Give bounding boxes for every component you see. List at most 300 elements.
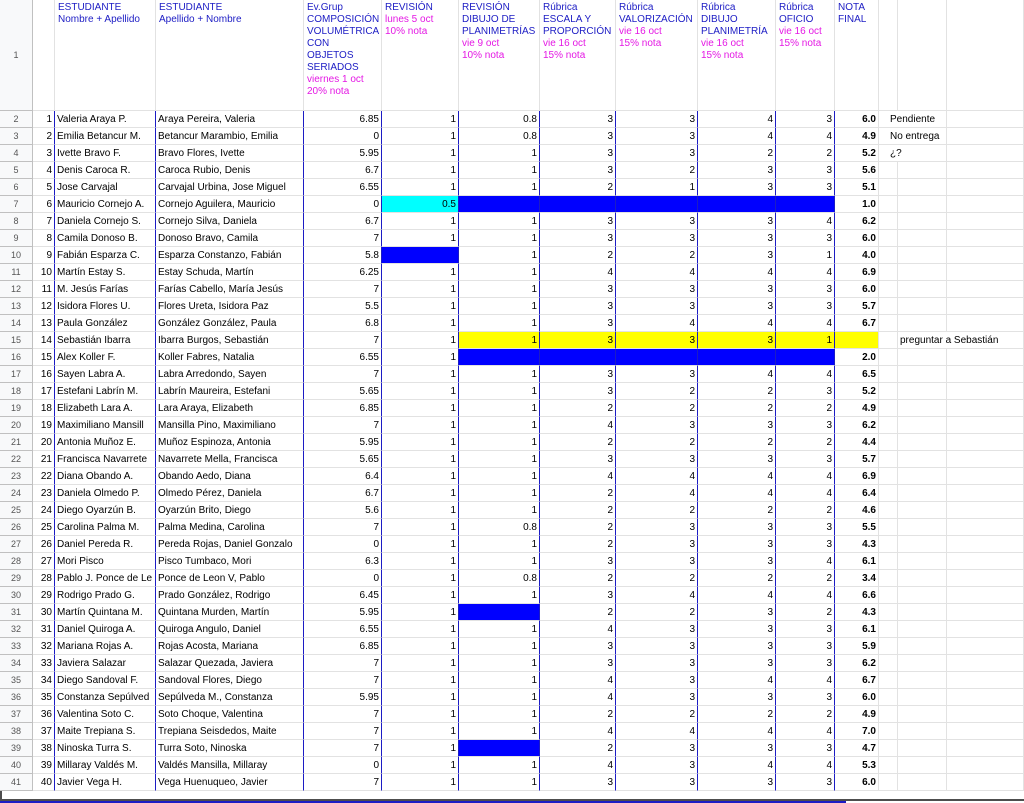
cell-j[interactable]: 2 <box>776 604 835 621</box>
cell-i[interactable]: 4 <box>698 587 776 604</box>
cell-e[interactable]: 1 <box>382 723 459 740</box>
empty-cell[interactable] <box>898 655 947 672</box>
empty-cell[interactable] <box>898 570 947 587</box>
cell-g[interactable]: 4 <box>540 723 616 740</box>
cell-h[interactable]: 3 <box>616 230 698 247</box>
cell-i[interactable]: 4 <box>698 672 776 689</box>
empty-cell[interactable] <box>898 740 947 757</box>
cell-n[interactable]: 2 <box>33 128 55 145</box>
empty-cell[interactable] <box>947 468 1024 485</box>
cell-f[interactable] <box>459 349 540 366</box>
cell-j[interactable]: 2 <box>776 570 835 587</box>
cell-f[interactable]: 1 <box>459 162 540 179</box>
cell-i[interactable] <box>698 196 776 213</box>
cell-n[interactable]: 35 <box>33 689 55 706</box>
empty-cell[interactable] <box>947 417 1024 434</box>
cell-j[interactable]: 3 <box>776 417 835 434</box>
cell-i[interactable]: 2 <box>698 502 776 519</box>
cell-d[interactable]: 6.4 <box>304 468 382 485</box>
cell-f[interactable]: 1 <box>459 638 540 655</box>
empty-cell[interactable] <box>879 196 898 213</box>
empty-cell[interactable] <box>898 366 947 383</box>
cell-g[interactable]: 2 <box>540 706 616 723</box>
cell-g[interactable] <box>540 196 616 213</box>
empty-cell[interactable] <box>947 638 1024 655</box>
cell-full[interactable]: Labra Arredondo, Sayen <box>156 366 304 383</box>
cell-k[interactable]: 6.7 <box>835 315 879 332</box>
empty-cell[interactable] <box>879 655 898 672</box>
cell-i[interactable]: 3 <box>698 247 776 264</box>
empty-cell[interactable] <box>879 213 898 230</box>
cell-h[interactable]: 3 <box>616 332 698 349</box>
cell-e[interactable]: 1 <box>382 179 459 196</box>
cell-g[interactable]: 2 <box>540 740 616 757</box>
empty-cell[interactable] <box>898 434 947 451</box>
cell-j[interactable]: 3 <box>776 230 835 247</box>
cell-g[interactable]: 4 <box>540 621 616 638</box>
empty-cell[interactable] <box>947 230 1024 247</box>
cell-h[interactable]: 3 <box>616 298 698 315</box>
cell-d[interactable]: 0 <box>304 196 382 213</box>
empty-cell[interactable] <box>947 570 1024 587</box>
cell-e[interactable]: 1 <box>382 672 459 689</box>
cell-i[interactable]: 3 <box>698 162 776 179</box>
cell-f[interactable]: 1 <box>459 723 540 740</box>
cell-n[interactable]: 4 <box>33 162 55 179</box>
cell-e[interactable]: 1 <box>382 706 459 723</box>
cell-h[interactable]: 2 <box>616 247 698 264</box>
empty-cell[interactable] <box>879 587 898 604</box>
cell-f[interactable]: 1 <box>459 655 540 672</box>
cell-g[interactable]: 2 <box>540 570 616 587</box>
cell-h[interactable]: 3 <box>616 672 698 689</box>
cell-h[interactable]: 4 <box>616 468 698 485</box>
cell-h[interactable]: 1 <box>616 179 698 196</box>
cell-k[interactable]: 4.3 <box>835 604 879 621</box>
empty-cell[interactable] <box>947 213 1024 230</box>
cell-h[interactable]: 2 <box>616 604 698 621</box>
cell-full[interactable]: Ponce de Leon V, Pablo <box>156 570 304 587</box>
cell-name[interactable]: Rodrigo Prado G. <box>55 587 156 604</box>
column-header-col_d[interactable] <box>304 0 382 111</box>
cell-i[interactable] <box>698 349 776 366</box>
cell-h[interactable]: 4 <box>616 587 698 604</box>
column-header-col_e[interactable] <box>382 0 459 111</box>
cell-g[interactable]: 2 <box>540 604 616 621</box>
empty-cell[interactable] <box>879 383 898 400</box>
empty-cell[interactable] <box>898 213 947 230</box>
cell-n[interactable]: 31 <box>33 621 55 638</box>
cell-d[interactable]: 6.7 <box>304 213 382 230</box>
cell-full[interactable]: Quintana Murden, Martín <box>156 604 304 621</box>
empty-cell[interactable] <box>898 417 947 434</box>
cell-i[interactable]: 4 <box>698 757 776 774</box>
cell-g[interactable]: 4 <box>540 689 616 706</box>
cell-i[interactable]: 2 <box>698 400 776 417</box>
cell-name[interactable]: Martín Estay S. <box>55 264 156 281</box>
cell-full[interactable]: Araya Pereira, Valeria <box>156 111 304 128</box>
cell-n[interactable]: 15 <box>33 349 55 366</box>
cell-f[interactable]: 1 <box>459 689 540 706</box>
cell-d[interactable]: 6.85 <box>304 638 382 655</box>
empty-cell[interactable] <box>898 553 947 570</box>
cell-full[interactable]: Pereda Rojas, Daniel Gonzalo <box>156 536 304 553</box>
cell-d[interactable]: 5.95 <box>304 604 382 621</box>
cell-f[interactable]: 1 <box>459 587 540 604</box>
cell-h[interactable]: 2 <box>616 400 698 417</box>
column-header-col_i[interactable] <box>698 0 776 111</box>
cell-f[interactable]: 1 <box>459 468 540 485</box>
empty-cell[interactable] <box>898 638 947 655</box>
cell-j[interactable]: 2 <box>776 145 835 162</box>
cell-n[interactable]: 17 <box>33 383 55 400</box>
cell-f[interactable]: 1 <box>459 417 540 434</box>
cell-d[interactable]: 7 <box>304 655 382 672</box>
cell-j[interactable]: 3 <box>776 655 835 672</box>
cell-i[interactable]: 3 <box>698 553 776 570</box>
cell-full[interactable]: Lara Araya, Elizabeth <box>156 400 304 417</box>
cell-e[interactable]: 1 <box>382 621 459 638</box>
cell-f[interactable]: 0.8 <box>459 111 540 128</box>
cell-j[interactable]: 4 <box>776 128 835 145</box>
cell-h[interactable]: 3 <box>616 536 698 553</box>
cell-n[interactable]: 18 <box>33 400 55 417</box>
cell-h[interactable]: 3 <box>616 519 698 536</box>
cell-i[interactable]: 3 <box>698 281 776 298</box>
cell-e[interactable]: 1 <box>382 332 459 349</box>
cell-n[interactable]: 5 <box>33 179 55 196</box>
cell-d[interactable]: 0 <box>304 536 382 553</box>
cell-full[interactable]: Turra Soto, Ninoska <box>156 740 304 757</box>
cell-i[interactable]: 3 <box>698 621 776 638</box>
empty-cell[interactable] <box>898 536 947 553</box>
cell-f[interactable] <box>459 740 540 757</box>
cell-j[interactable]: 4 <box>776 672 835 689</box>
cell-j[interactable]: 2 <box>776 400 835 417</box>
cell-e[interactable]: 1 <box>382 587 459 604</box>
cell-e[interactable]: 1 <box>382 383 459 400</box>
column-header-col_j[interactable] <box>776 0 835 111</box>
cell-d[interactable]: 6.25 <box>304 264 382 281</box>
cell-e[interactable]: 1 <box>382 536 459 553</box>
empty-cell[interactable] <box>898 281 947 298</box>
empty-cell[interactable] <box>898 264 947 281</box>
cell-f[interactable]: 1 <box>459 315 540 332</box>
cell-h[interactable]: 3 <box>616 417 698 434</box>
cell-e[interactable]: 1 <box>382 689 459 706</box>
cell-n[interactable]: 20 <box>33 434 55 451</box>
empty-cell[interactable] <box>947 774 1024 791</box>
empty-cell[interactable] <box>947 519 1024 536</box>
cell-i[interactable]: 4 <box>698 111 776 128</box>
cell-f[interactable]: 0.8 <box>459 519 540 536</box>
cell-f[interactable]: 1 <box>459 434 540 451</box>
cell-g[interactable]: 3 <box>540 315 616 332</box>
cell-f[interactable]: 1 <box>459 179 540 196</box>
cell-h[interactable]: 3 <box>616 281 698 298</box>
column-header-col_c[interactable] <box>156 0 304 111</box>
cell-j[interactable]: 4 <box>776 485 835 502</box>
cell-full[interactable]: Obando Aedo, Diana <box>156 468 304 485</box>
cell-j[interactable] <box>776 349 835 366</box>
empty-cell[interactable] <box>947 281 1024 298</box>
cell-e[interactable]: 1 <box>382 757 459 774</box>
cell-f[interactable]: 1 <box>459 451 540 468</box>
empty-cell[interactable] <box>898 247 947 264</box>
cell-j[interactable] <box>776 196 835 213</box>
cell-f[interactable]: 1 <box>459 145 540 162</box>
cell-i[interactable]: 4 <box>698 264 776 281</box>
cell-d[interactable]: 7 <box>304 230 382 247</box>
cell-n[interactable]: 14 <box>33 332 55 349</box>
cell-i[interactable]: 3 <box>698 417 776 434</box>
empty-cell[interactable] <box>879 621 898 638</box>
cell-n[interactable]: 29 <box>33 587 55 604</box>
cell-h[interactable]: 4 <box>616 485 698 502</box>
cell-g[interactable]: 3 <box>540 128 616 145</box>
cell-i[interactable]: 3 <box>698 230 776 247</box>
cell-d[interactable]: 7 <box>304 774 382 791</box>
cell-e[interactable]: 1 <box>382 111 459 128</box>
cell-name[interactable]: Paula González <box>55 315 156 332</box>
cell-k[interactable]: 5.1 <box>835 179 879 196</box>
cell-name[interactable]: M. Jesús Farías <box>55 281 156 298</box>
cell-k[interactable]: 6.0 <box>835 281 879 298</box>
cell-f[interactable]: 1 <box>459 757 540 774</box>
cell-n[interactable]: 26 <box>33 536 55 553</box>
cell-k[interactable]: 6.5 <box>835 366 879 383</box>
cell-j[interactable]: 4 <box>776 468 835 485</box>
cell-h[interactable]: 3 <box>616 655 698 672</box>
cell-n[interactable]: 33 <box>33 655 55 672</box>
cell-g[interactable] <box>540 349 616 366</box>
cell-d[interactable]: 6.7 <box>304 162 382 179</box>
cell-full[interactable]: Oyarzún Brito, Diego <box>156 502 304 519</box>
cell-g[interactable]: 3 <box>540 655 616 672</box>
cell-j[interactable]: 3 <box>776 451 835 468</box>
cell-e[interactable]: 1 <box>382 366 459 383</box>
cell-k[interactable]: 6.0 <box>835 774 879 791</box>
cell-n[interactable]: 3 <box>33 145 55 162</box>
cell-n[interactable]: 23 <box>33 485 55 502</box>
cell-e[interactable]: 1 <box>382 162 459 179</box>
empty-cell[interactable] <box>947 162 1024 179</box>
cell-i[interactable]: 2 <box>698 434 776 451</box>
empty-cell[interactable] <box>879 672 898 689</box>
cell-h[interactable]: 4 <box>616 723 698 740</box>
cell-k[interactable]: 5.7 <box>835 451 879 468</box>
cell-j[interactable]: 4 <box>776 757 835 774</box>
cell-j[interactable]: 3 <box>776 740 835 757</box>
empty-cell[interactable] <box>879 298 898 315</box>
cell-g[interactable]: 4 <box>540 264 616 281</box>
cell-name[interactable]: Diego Sandoval F. <box>55 672 156 689</box>
cell-name[interactable]: Fabián Esparza C. <box>55 247 156 264</box>
cell-f[interactable]: 0.8 <box>459 570 540 587</box>
cell-d[interactable]: 0 <box>304 570 382 587</box>
cell-name[interactable]: Sayen Labra A. <box>55 366 156 383</box>
cell-d[interactable]: 5.8 <box>304 247 382 264</box>
cell-e[interactable]: 1 <box>382 128 459 145</box>
cell-k[interactable]: 6.2 <box>835 213 879 230</box>
cell-f[interactable]: 1 <box>459 298 540 315</box>
column-header-num[interactable] <box>33 0 55 111</box>
empty-cell[interactable] <box>947 706 1024 723</box>
cell-k[interactable]: 7.0 <box>835 723 879 740</box>
empty-cell[interactable] <box>947 298 1024 315</box>
cell-n[interactable]: 19 <box>33 417 55 434</box>
cell-h[interactable]: 3 <box>616 451 698 468</box>
cell-full[interactable]: Muñoz Espinoza, Antonia <box>156 434 304 451</box>
cell-full[interactable]: Bravo Flores, Ivette <box>156 145 304 162</box>
cell-k[interactable]: 2.0 <box>835 349 879 366</box>
cell-h[interactable]: 3 <box>616 621 698 638</box>
cell-k[interactable]: 6.2 <box>835 655 879 672</box>
cell-k[interactable]: 5.3 <box>835 757 879 774</box>
cell-e[interactable]: 1 <box>382 604 459 621</box>
cell-e[interactable]: 1 <box>382 485 459 502</box>
cell-full[interactable]: Trepiana Seisdedos, Maite <box>156 723 304 740</box>
cell-n[interactable]: 39 <box>33 757 55 774</box>
cell-j[interactable]: 4 <box>776 264 835 281</box>
cell-k[interactable]: 6.6 <box>835 587 879 604</box>
empty-cell[interactable] <box>947 604 1024 621</box>
cell-j[interactable]: 3 <box>776 298 835 315</box>
cell-full[interactable]: Cornejo Aguilera, Mauricio <box>156 196 304 213</box>
empty-cell[interactable] <box>947 740 1024 757</box>
empty-cell[interactable] <box>898 774 947 791</box>
cell-name[interactable]: Daniela Olmedo P. <box>55 485 156 502</box>
cell-d[interactable]: 6.55 <box>304 349 382 366</box>
cell-g[interactable]: 3 <box>540 451 616 468</box>
cell-name[interactable]: Mariana Rojas A. <box>55 638 156 655</box>
cell-e[interactable]: 1 <box>382 502 459 519</box>
cell-name[interactable]: Francisca Navarrete <box>55 451 156 468</box>
cell-e[interactable]: 1 <box>382 315 459 332</box>
cell-g[interactable]: 3 <box>540 213 616 230</box>
empty-cell[interactable] <box>947 383 1024 400</box>
cell-h[interactable] <box>616 196 698 213</box>
cell-n[interactable]: 25 <box>33 519 55 536</box>
cell-j[interactable]: 3 <box>776 536 835 553</box>
cell-e[interactable]: 1 <box>382 145 459 162</box>
cell-j[interactable]: 3 <box>776 281 835 298</box>
cell-g[interactable]: 3 <box>540 587 616 604</box>
cell-full[interactable]: Palma Medina, Carolina <box>156 519 304 536</box>
empty-cell[interactable] <box>879 349 898 366</box>
cell-j[interactable]: 4 <box>776 553 835 570</box>
cell-h[interactable]: 3 <box>616 689 698 706</box>
cell-f[interactable]: 1 <box>459 485 540 502</box>
empty-cell[interactable] <box>879 740 898 757</box>
cell-name[interactable]: Emilia Betancur M. <box>55 128 156 145</box>
cell-n[interactable]: 30 <box>33 604 55 621</box>
cell-k[interactable]: 3.4 <box>835 570 879 587</box>
cell-k[interactable]: 4.3 <box>835 536 879 553</box>
cell-e[interactable]: 1 <box>382 638 459 655</box>
empty-cell[interactable] <box>898 400 947 417</box>
cell-i[interactable]: 4 <box>698 485 776 502</box>
cell-j[interactable]: 2 <box>776 434 835 451</box>
cell-i[interactable]: 3 <box>698 451 776 468</box>
empty-cell[interactable] <box>898 723 947 740</box>
cell-h[interactable] <box>616 349 698 366</box>
empty-cell[interactable] <box>898 196 947 213</box>
cell-g[interactable]: 3 <box>540 298 616 315</box>
cell-f[interactable]: 1 <box>459 383 540 400</box>
empty-cell[interactable] <box>947 621 1024 638</box>
cell-name[interactable]: Pablo J. Ponce de Le <box>55 570 156 587</box>
empty-cell[interactable] <box>898 230 947 247</box>
empty-cell[interactable] <box>898 468 947 485</box>
cell-g[interactable]: 2 <box>540 502 616 519</box>
cell-d[interactable]: 6.3 <box>304 553 382 570</box>
cell-d[interactable]: 7 <box>304 417 382 434</box>
cell-g[interactable]: 2 <box>540 247 616 264</box>
empty-cell[interactable] <box>947 264 1024 281</box>
cell-j[interactable]: 3 <box>776 383 835 400</box>
cell-full[interactable]: Pisco Tumbaco, Mori <box>156 553 304 570</box>
cell-g[interactable]: 3 <box>540 553 616 570</box>
cell-f[interactable]: 1 <box>459 400 540 417</box>
empty-cell[interactable] <box>898 383 947 400</box>
cell-name[interactable]: Elizabeth Lara A. <box>55 400 156 417</box>
cell-name[interactable]: Carolina Palma M. <box>55 519 156 536</box>
cell-full[interactable]: Rojas Acosta, Mariana <box>156 638 304 655</box>
cell-full[interactable]: Flores Ureta, Isidora Paz <box>156 298 304 315</box>
cell-k[interactable]: 5.6 <box>835 162 879 179</box>
cell-k[interactable]: 6.2 <box>835 417 879 434</box>
cell-name[interactable]: Daniela Cornejo S. <box>55 213 156 230</box>
cell-i[interactable]: 3 <box>698 604 776 621</box>
cell-name[interactable]: Jose Carvajal <box>55 179 156 196</box>
empty-cell[interactable] <box>879 689 898 706</box>
cell-full[interactable]: Quiroga Angulo, Daniel <box>156 621 304 638</box>
empty-cell[interactable] <box>947 434 1024 451</box>
cell-k[interactable]: 5.7 <box>835 298 879 315</box>
cell-n[interactable]: 6 <box>33 196 55 213</box>
empty-cell[interactable] <box>947 400 1024 417</box>
cell-name[interactable]: Ivette Bravo F. <box>55 145 156 162</box>
cell-name[interactable]: Javiera Salazar <box>55 655 156 672</box>
cell-n[interactable]: 32 <box>33 638 55 655</box>
cell-d[interactable]: 0 <box>304 128 382 145</box>
cell-e[interactable]: 1 <box>382 655 459 672</box>
cell-full[interactable]: Carvajal Urbina, Jose Miguel <box>156 179 304 196</box>
cell-name[interactable]: Isidora Flores U. <box>55 298 156 315</box>
empty-cell[interactable] <box>898 298 947 315</box>
cell-h[interactable]: 4 <box>616 315 698 332</box>
cell-h[interactable]: 2 <box>616 502 698 519</box>
cell-i[interactable]: 3 <box>698 689 776 706</box>
cell-j[interactable]: 3 <box>776 689 835 706</box>
cell-e[interactable]: 1 <box>382 417 459 434</box>
cell-k[interactable]: 5.5 <box>835 519 879 536</box>
cell-i[interactable]: 3 <box>698 655 776 672</box>
cell-k[interactable]: 6.9 <box>835 468 879 485</box>
cell-j[interactable]: 3 <box>776 519 835 536</box>
cell-f[interactable]: 1 <box>459 213 540 230</box>
cell-j[interactable]: 4 <box>776 587 835 604</box>
cell-full[interactable]: González González, Paula <box>156 315 304 332</box>
cell-d[interactable]: 6.85 <box>304 111 382 128</box>
cell-e[interactable]: 1 <box>382 400 459 417</box>
cell-h[interactable]: 3 <box>616 638 698 655</box>
cell-e[interactable]: 1 <box>382 740 459 757</box>
cell-n[interactable]: 22 <box>33 468 55 485</box>
cell-g[interactable]: 2 <box>540 400 616 417</box>
cell-full[interactable]: Valdés Mansilla, Millaray <box>156 757 304 774</box>
